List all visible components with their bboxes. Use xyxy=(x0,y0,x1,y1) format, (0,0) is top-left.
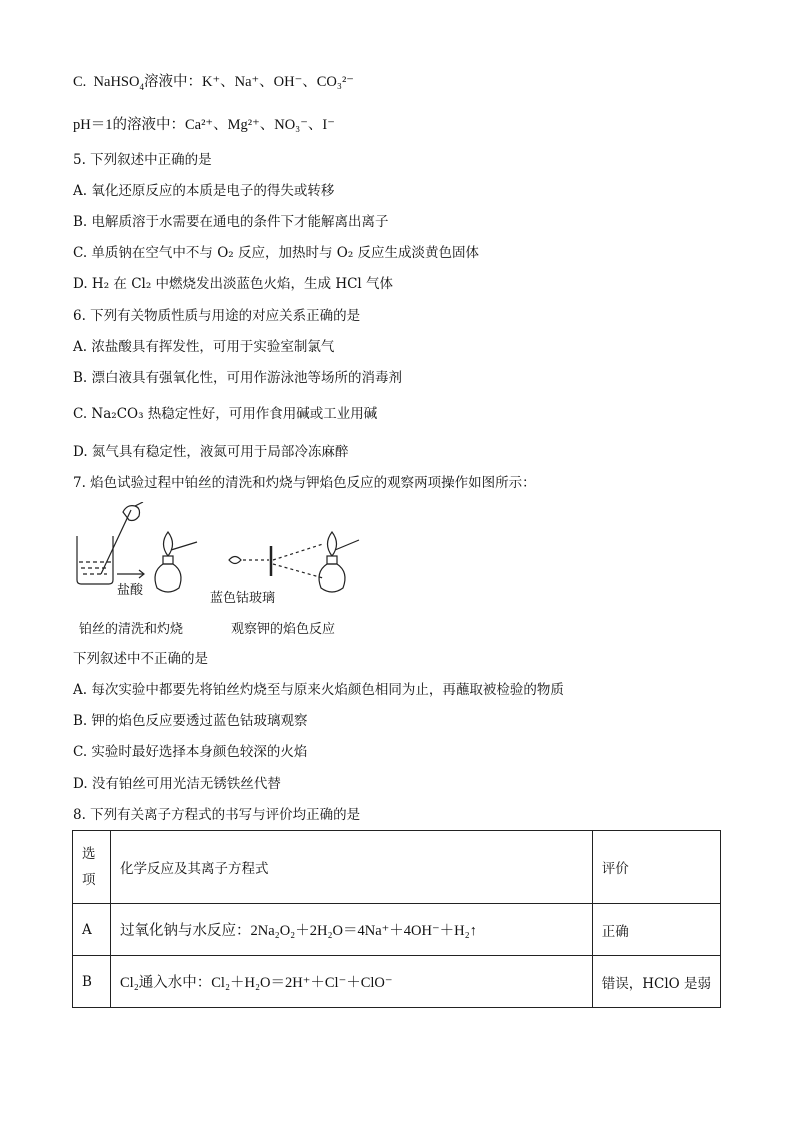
option-6c: C. Na₂CO₃ 热稳定性好，可用作食用碱或工业用碱 xyxy=(73,406,378,422)
question-7: 7. 焰色试验过程中铂丝的清洗和灼烧与钾焰色反应的观察两项操作如图所示： xyxy=(73,475,536,491)
row-a-option: A xyxy=(73,904,111,956)
formula-nahso4: NaHSO xyxy=(93,74,140,90)
question-7-stem: 下列叙述中不正确的是 xyxy=(73,651,208,667)
eye-icon xyxy=(229,557,241,564)
hand-icon xyxy=(123,506,140,521)
option-4c-body xyxy=(94,74,354,90)
question-8: 8. 下列有关离子方程式的书写与评价均正确的是 xyxy=(73,807,361,823)
option-5b: B. 电解质溶于水需要在通电的条件下才能解离出离子 xyxy=(73,214,389,230)
option-6b: B. 漂白液具有强氧化性，可用作游泳池等场所的消毒剂 xyxy=(73,370,403,386)
table-header-row xyxy=(73,831,721,904)
option-4c-text: C. xyxy=(73,74,87,90)
row-a-evaluation: 正确 xyxy=(592,904,720,956)
option-7b: B. 钾的焰色反应要透过蓝色钴玻璃观察 xyxy=(73,713,308,729)
option-7d: D. 没有铂丝可用光洁无锈铁丝代替 xyxy=(73,776,281,792)
question-6: 6. 下列有关物质性质与用途的对应关系正确的是 xyxy=(73,308,361,324)
alcohol-lamp-left-icon xyxy=(155,564,181,592)
formula-subscript: 4 xyxy=(139,81,144,92)
label-hcl: 盐酸 xyxy=(117,583,144,598)
flame-left-icon xyxy=(164,532,173,556)
table-row xyxy=(73,904,721,956)
caption-right: 观察钾的焰色反应 xyxy=(231,622,336,637)
flame-test-figure xyxy=(73,502,373,642)
option-4c xyxy=(73,73,354,91)
ion-list: 溶液中：K⁺、Na⁺、OH⁻、CO₃²⁻ xyxy=(143,74,354,90)
flame-right-icon xyxy=(328,532,337,556)
option-5d: D. H₂ 在 Cl₂ 中燃烧发出淡蓝色火焰，生成 HCl 气体 xyxy=(73,276,394,292)
header-reaction: 化学反应及其离子方程式 xyxy=(111,831,593,904)
question-5: 5. 下列叙述中正确的是 xyxy=(73,152,212,168)
row-b-reaction: Cl₂通入水中：Cl₂＋H₂O＝2H⁺＋Cl⁻＋ClO⁻ xyxy=(111,956,593,1008)
caption-left: 铂丝的清洗和灼烧 xyxy=(79,622,184,637)
header-evaluation: 评价 xyxy=(592,831,720,904)
option-5c: C. 单质钠在空气中不与 O₂ 反应，加热时与 O₂ 反应生成淡黄色固体 xyxy=(73,245,480,261)
label-cobalt-glass: 蓝色钴玻璃 xyxy=(210,591,276,606)
flame-test-diagram xyxy=(73,502,373,642)
table-row xyxy=(73,956,721,1008)
row-b-option: B xyxy=(73,956,111,1008)
option-7a: A. 每次实验中都要先将铂丝灼烧至与原来火焰颜色相同为止，再蘸取被检验的物质 xyxy=(73,682,564,698)
alcohol-lamp-right-icon xyxy=(319,564,345,592)
option-5a: A. 氧化还原反应的本质是电子的得失或转移 xyxy=(73,183,335,199)
row-b-evaluation: 错误，HClO 是弱 xyxy=(592,956,720,1008)
option-7c: C. 实验时最好选择本身颜色较深的火焰 xyxy=(73,744,308,760)
evaluation-table xyxy=(72,830,721,1008)
option-4d-label: pH＝1的溶液中：Ca²⁺、Mg²⁺、NO₃⁻、I⁻ xyxy=(73,117,335,133)
option-6a: A. 浓盐酸具有挥发性，可用于实验室制氯气 xyxy=(73,339,335,355)
option-4d xyxy=(73,116,335,134)
option-6d: D. 氮气具有稳定性，液氮可用于局部冷冻麻醉 xyxy=(73,444,349,460)
row-a-reaction: 过氧化钠与水反应：2Na₂O₂＋2H₂O＝4Na⁺＋4OH⁻＋H₂↑ xyxy=(111,904,593,956)
header-option: 选项 xyxy=(73,831,111,904)
